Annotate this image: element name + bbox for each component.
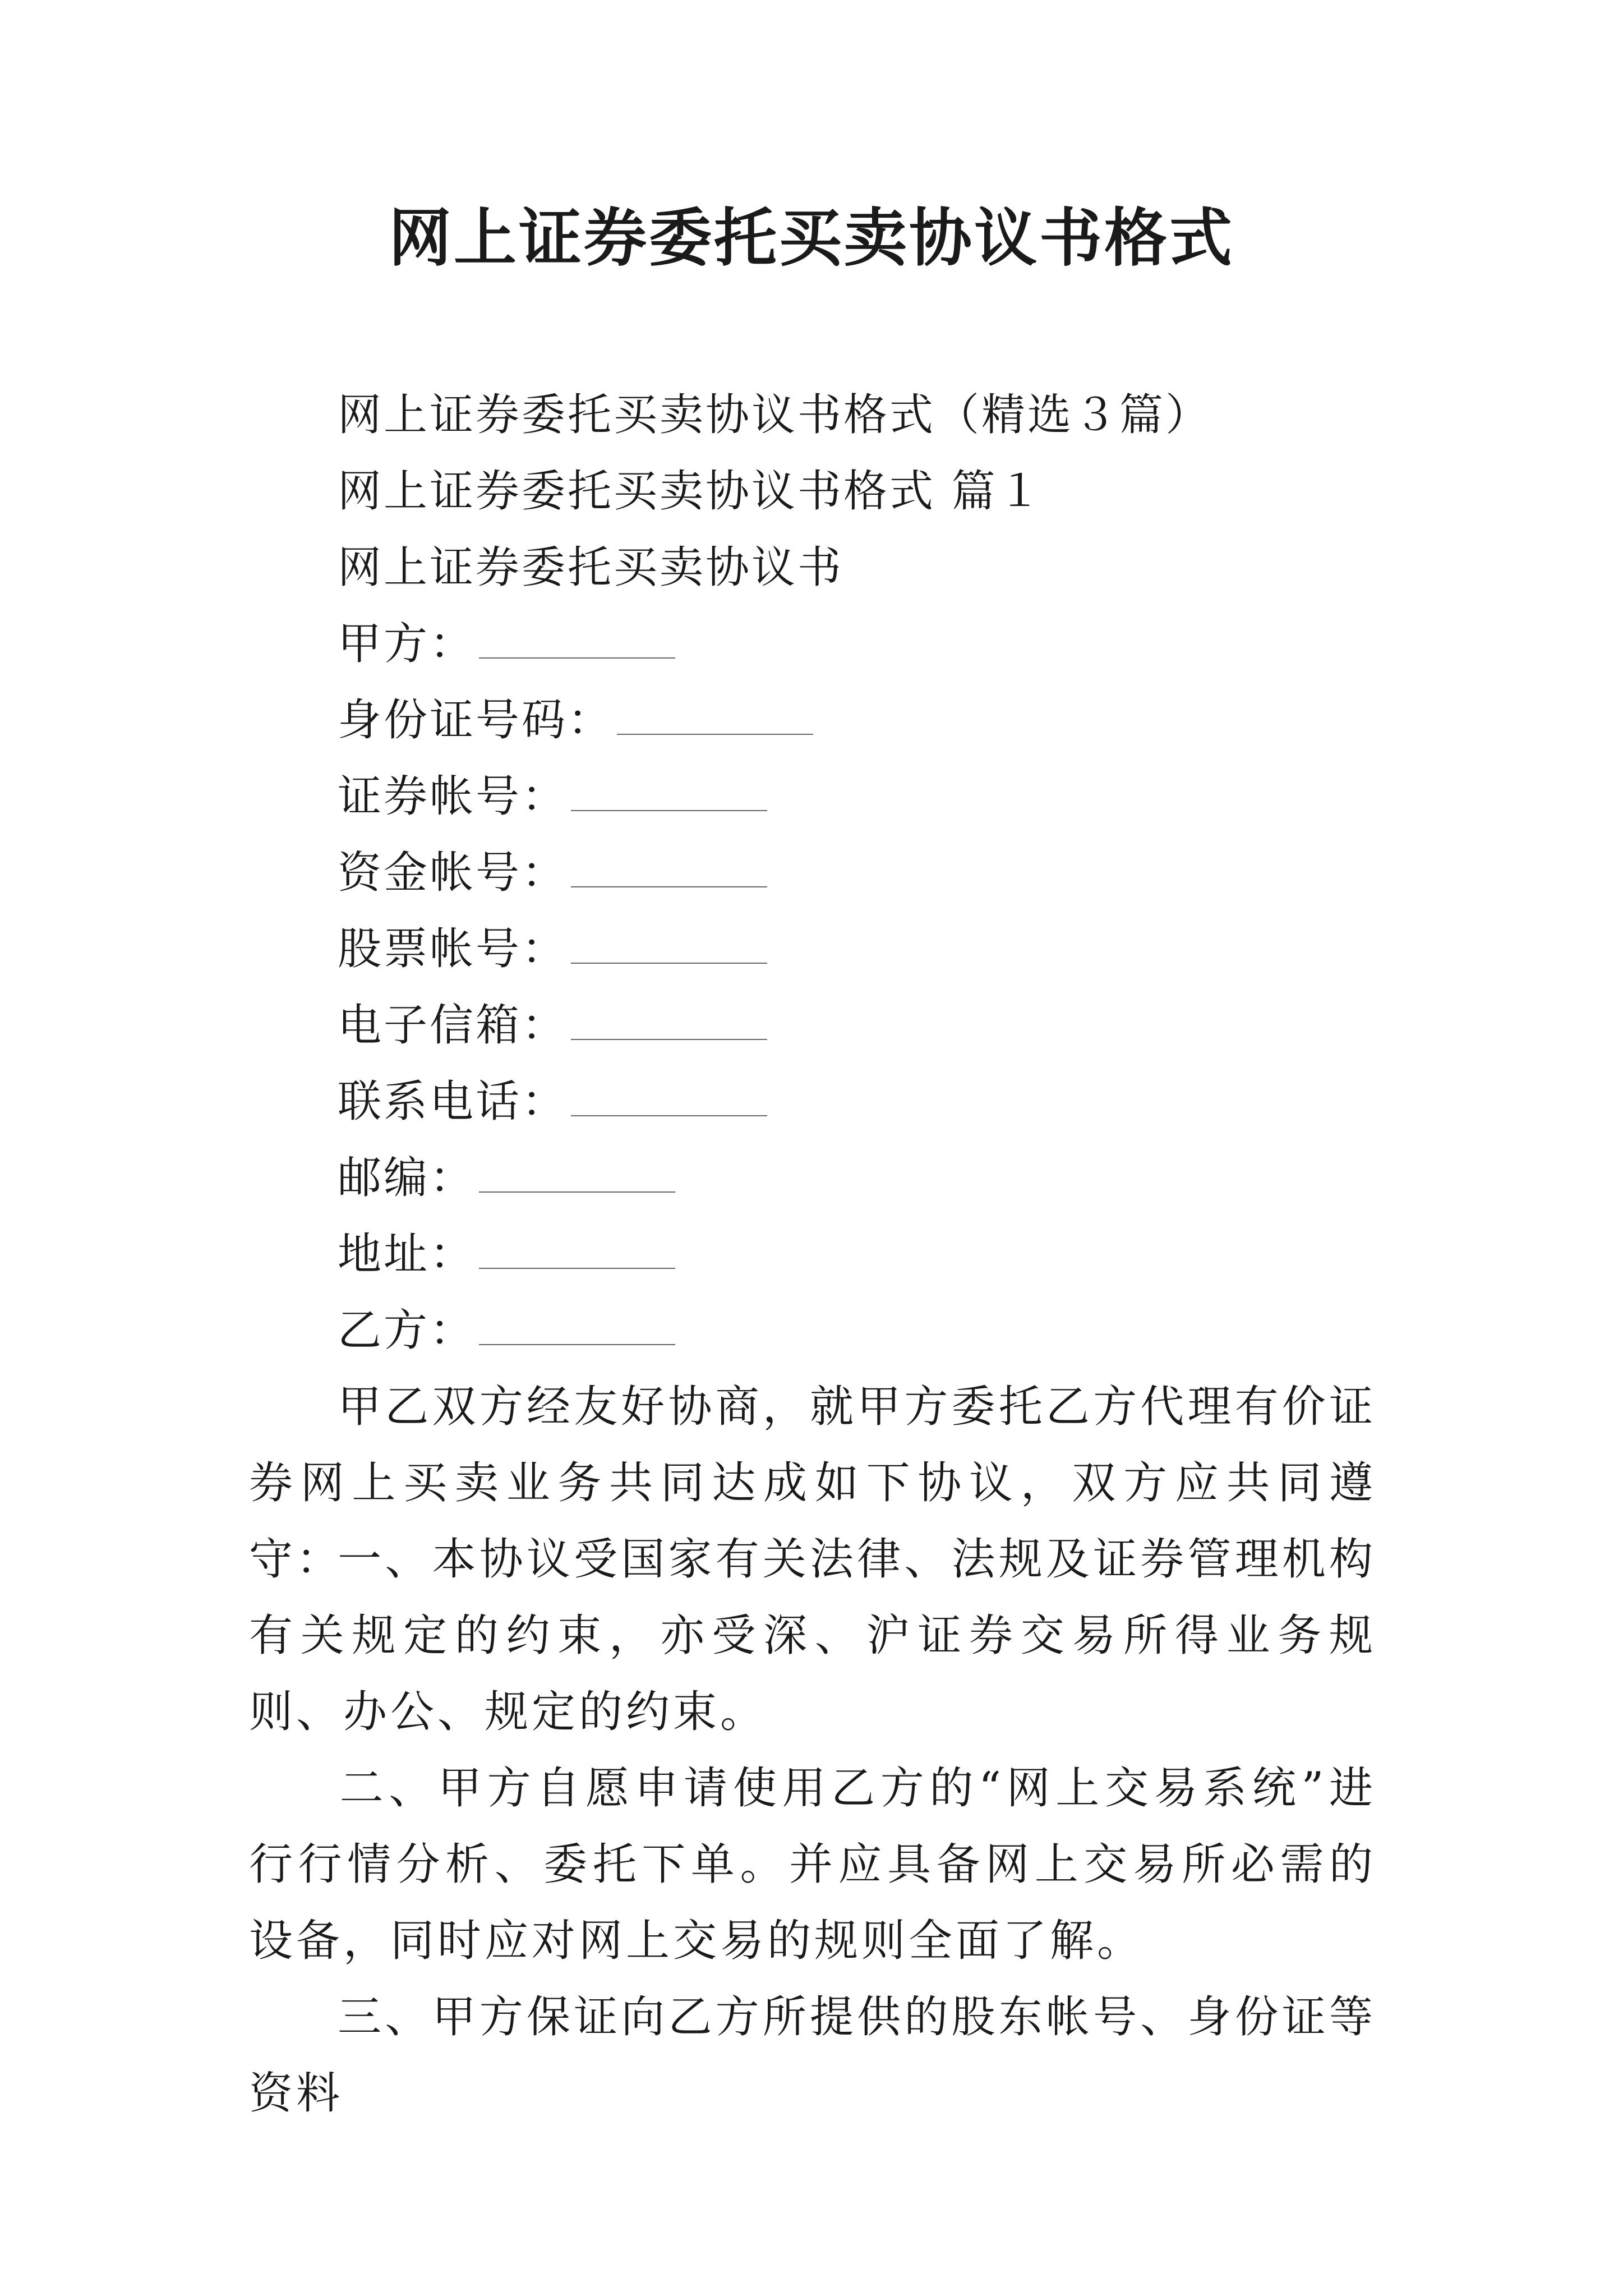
field-blank [479,1308,675,1345]
field-postcode [338,1150,675,1206]
field-email [338,997,767,1053]
field-blank [479,1156,675,1193]
field-party-b [338,1303,675,1359]
subtitle-line: 网上证券委托买卖协议书 [338,542,844,593]
field-label: 乙方： [338,1305,476,1356]
paragraph-clause-3 [249,1979,1376,2132]
subtitle-line: 网上证券委托买卖协议书格式（精选３篇） [338,390,1212,440]
paragraph-text: 甲乙双方经友好协商，就甲方委托乙方代理有价证券网上买卖业务共同达成如下协议，双方应共同遵守： [249,1382,1376,1585]
field-label: 证券帐号： [338,771,568,822]
field-blank [571,850,767,887]
field-blank [479,1232,675,1269]
field-label: 地址： [338,1229,476,1280]
paragraph-text: 二、甲方自愿申请使用乙方的“网上交易系统”进行行情分析、委托下单。并应具备网上交易所必需的设备，同时应对网上交易的规则全面了解。 [249,1763,1376,1966]
paragraph-text: 一、本协议受国家有关法律、法规及证券管理机构有关规定的约束，亦受深、沪证券交易所得业务规则、办公、规定的约束。 [249,1534,1376,1737]
field-label: 邮编： [338,1153,476,1203]
field-label: 股票帐号： [338,924,568,974]
field-blank [571,1003,767,1040]
field-label: 甲方： [338,619,476,669]
field-id-number [338,692,813,748]
field-blank [571,1079,767,1116]
field-label: 资金帐号： [338,848,568,898]
field-stock-account [338,921,767,977]
field-label: 电子信箱： [338,1000,568,1051]
paragraph-clause-2 [249,1750,1376,1979]
field-blank [571,774,767,811]
field-address [338,1226,675,1282]
document-title: 网上证券委托买卖协议书格式 [389,201,1234,275]
field-blank [571,927,767,964]
field-phone [338,1074,767,1130]
field-label: 身份证号码： [338,695,614,746]
field-blank [617,698,813,735]
paragraph-clause-1 [249,1521,1376,1750]
paragraph-text: 三、甲方保证向乙方所提供的股东帐号、身份证等资料 [249,1992,1376,2119]
field-blank [479,622,675,659]
field-securities-account [338,769,767,825]
field-label: 联系电话： [338,1076,568,1127]
subtitle-line: 网上证券委托买卖协议书格式 篇１ [338,466,1044,517]
field-party-a [338,616,675,672]
field-fund-account [338,845,767,901]
